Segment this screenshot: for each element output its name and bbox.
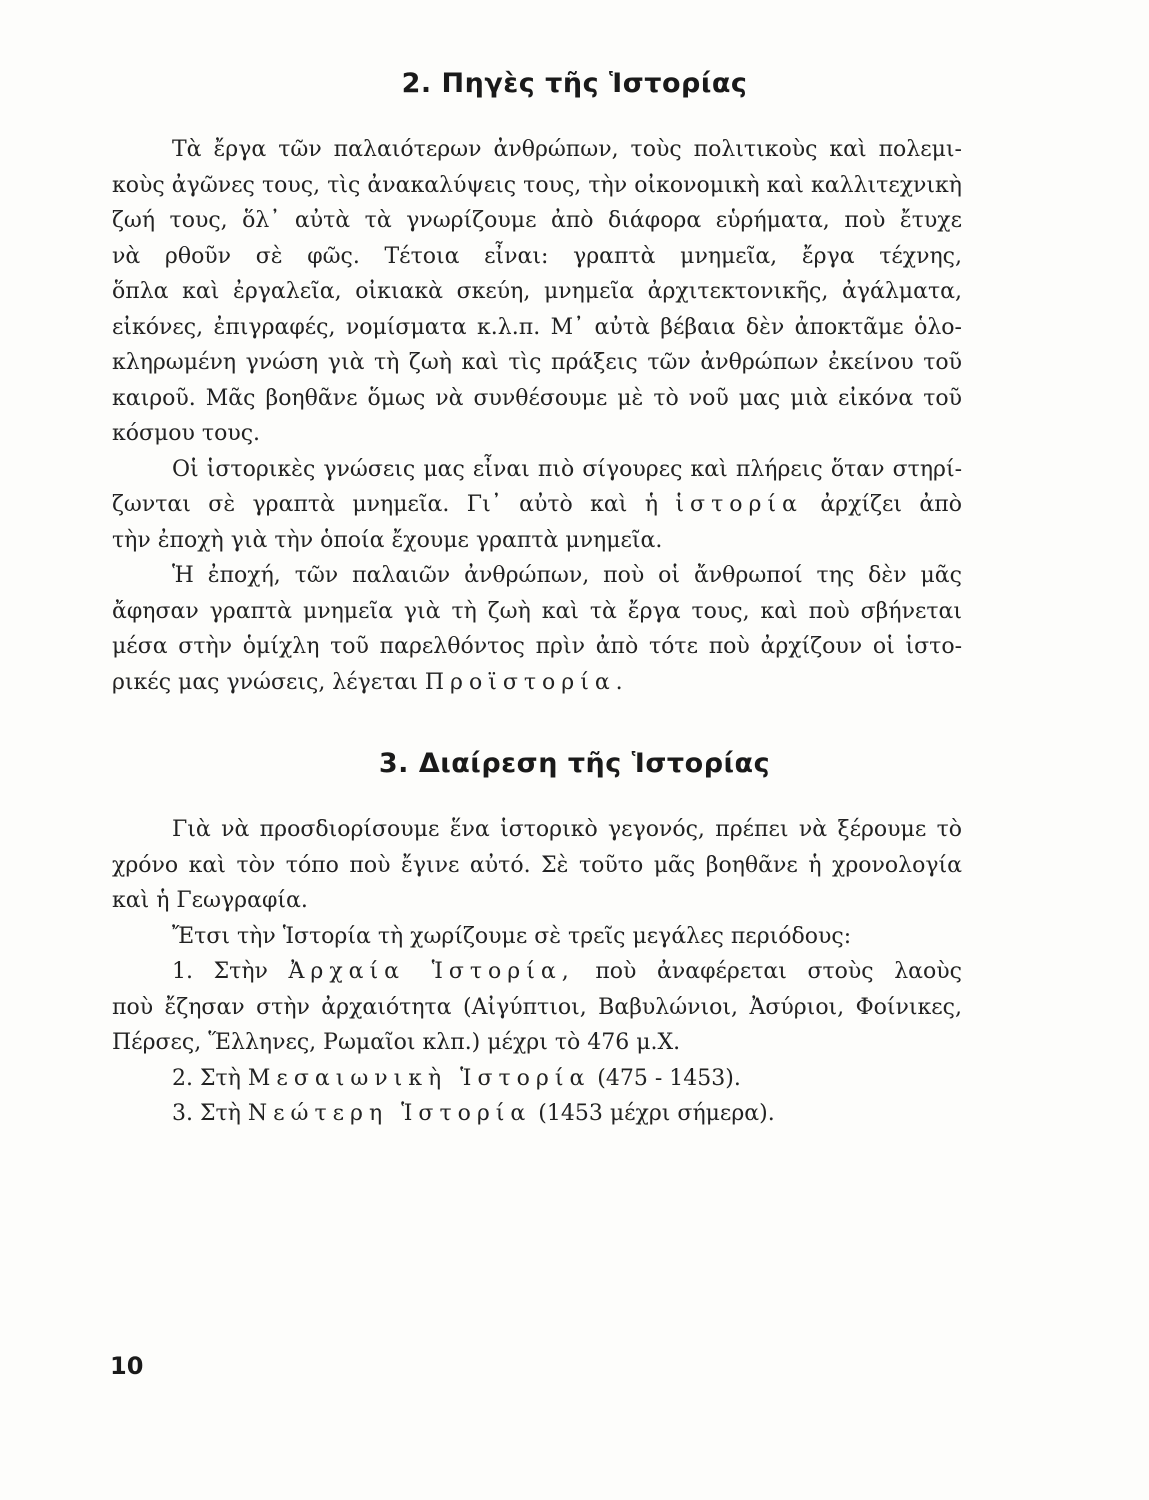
text-line: κληρωμένη γνώση γιὰ τὴ ζωὴ καὶ τὶς πράξεις τῶν ἀνθρώπων ἐκείνου τοῦ (112, 350, 962, 375)
text-fragment: ἀρχίζει ἀπὸ (820, 492, 962, 517)
text-fragment: (1453 μέχρι σήμερα). (538, 1101, 775, 1126)
text-line: καὶ ἡ Γεωγραφία. (112, 888, 308, 913)
section-2-title: 2. Πηγὲς τῆς Ἱστορίας (401, 68, 748, 99)
list-item-1 (112, 954, 962, 990)
text-line: καιροῦ. Μᾶς βοηθᾶνε ὅμως νὰ συνθέσουμε μὲ τὸ νοῦ μας μιὰ εἰκόνα τοῦ (112, 385, 962, 411)
text-line: ἄφησαν γραπτὰ μνημεῖα γιὰ τὴ ζωὴ καὶ τὰ ἔργα τους, καὶ ποὺ σβήνεται (112, 598, 962, 624)
text-line: μέσα στὴν ὁμίχλη τοῦ παρελθόντος πρὶν ἀπὸ τότε ποὺ ἀρχίζουν οἱ ἱστο- (112, 634, 962, 659)
section-3-body (112, 812, 962, 1132)
list-item-2 (112, 1061, 962, 1097)
section-2-paragraph-1 (112, 132, 962, 700)
text-fragment: (475 - 1453). (597, 1065, 741, 1091)
list-item-3 (112, 1096, 962, 1132)
emphasized-term: ἱστορία (675, 492, 803, 517)
text-line: εἰκόνες, ἐπιγραφές, νομίσματα κ.λ.π. Μ᾽ αὐτὰ βέβαια δὲν ἀποκτᾶμε ὁλο- (112, 314, 962, 340)
text-line: τὴν ἐποχὴ γιὰ τὴν ὁποία ἔχουμε γραπτὰ μνημεῖα. (112, 527, 663, 553)
text-line: Ἔτσι τὴν Ἱστορία τὴ χωρίζουμε σὲ τρεῖς μεγάλες περιόδους: (172, 923, 852, 949)
emphasized-term: Νεώτερη Ἱστορία (247, 1101, 532, 1126)
text-fragment: 1. Στὴν (172, 959, 268, 984)
emphasized-term: Ἀρχαία Ἱστορία, (288, 959, 575, 984)
text-line: Πέρσες, Ἕλληνες, Ρωμαῖοι κλπ.) μέχρι τὸ 476 μ.Χ. (112, 1030, 681, 1055)
text-line: Οἱ ἱστορικὲς γνώσεις μας εἶναι πιὸ σίγουρες καὶ πλήρεις ὅταν στηρί- (172, 456, 962, 482)
text-line: ποὺ ἔζησαν στὴν ἀρχαιότητα (Αἰγύπτιοι, Βαβυλώνιοι, Ἀσύριοι, Φοίνικες, (112, 994, 962, 1020)
text-line: χρόνο καὶ τὸν τόπο ποὺ ἔγινε αὐτό. Σὲ τοῦτο μᾶς βοηθᾶνε ἡ χρονολογία (112, 852, 962, 878)
text-fragment: ρικές μας γνώσεις, λέγεται (112, 669, 418, 695)
text-line: κόσμου τους. (112, 421, 261, 446)
text-line: κοὺς ἀγῶνες τους, τὶς ἀνακαλύψεις τους, τὴν οἰκονομικὴ καὶ καλλιτεχνικὴ (112, 172, 962, 198)
text-fragment: 2. Στὴ (172, 1065, 241, 1091)
text-fragment: ποὺ ἀναφέρεται στοὺς λαοὺς (595, 959, 962, 984)
text-line: ζωή τους, ὅλ᾽ αὐτὰ τὰ γνωρίζουμε ἀπὸ διάφορα εὑρήματα, ποὺ ἔτυχε (112, 208, 962, 233)
section-3-title: 3. Διαίρεση τῆς Ἱστορίας (378, 748, 771, 779)
page-number: 10 (110, 1352, 144, 1380)
text-line (112, 665, 962, 701)
text-line (112, 487, 962, 523)
text-line: νὰ ρθοῦν σὲ φῶς. Τέτοια εἶναι: γραπτὰ μνημεῖα, ἔργα τέχνης, (112, 243, 962, 269)
text-line: Τὰ ἔργα τῶν παλαιότερων ἀνθρώπων, τοὺς πολιτικοὺς καὶ πολεμι- (172, 137, 962, 162)
text-fragment: 3. Στὴ (172, 1101, 241, 1126)
text-line: Γιὰ νὰ προσδιορίσουμε ἕνα ἱστορικὸ γεγονός, πρέπει νὰ ξέρουμε τὸ (172, 817, 962, 842)
emphasized-term: Προϊστορία. (424, 669, 629, 695)
emphasized-term: Μεσαιωνικὴ Ἱστορία (247, 1065, 591, 1091)
text-fragment: ζωνται σὲ γραπτὰ μνημεῖα. Γι᾽ αὐτὸ καὶ ἡ (112, 492, 658, 517)
text-line: ὅπλα καὶ ἐργαλεῖα, οἰκιακὰ σκεύη, μνημεῖα ἀρχιτεκτονικῆς, ἀγάλματα, (112, 279, 962, 304)
text-line: Ἡ ἐποχή, τῶν παλαιῶν ἀνθρώπων, ποὺ οἱ ἄνθρωποί της δὲν μᾶς (172, 563, 962, 588)
